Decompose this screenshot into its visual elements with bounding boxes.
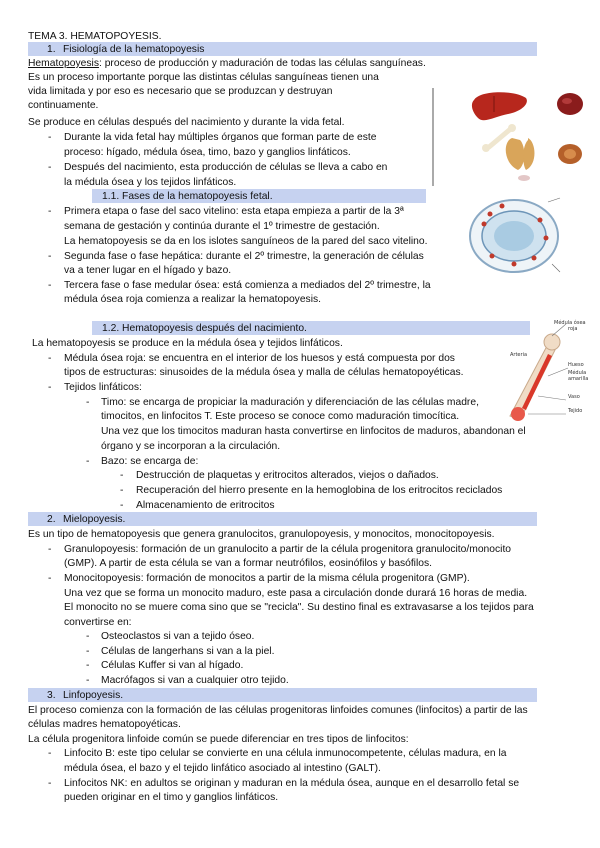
list-item: Monocitopoyesis: formación de monocitos a partir de la misma célula progenitora (GMP).: [64, 573, 470, 584]
paragraph-line: Se produce en células después del nacimiento y durante la vida fetal.: [28, 117, 345, 128]
list-item: órgano y se incorporan a la circulación.: [101, 441, 281, 452]
figure-label: Vaso: [568, 394, 580, 400]
bullet-dash: -: [48, 132, 52, 143]
page-title: TEMA 3. HEMATOPOYESIS.: [28, 31, 162, 42]
bullet-dash: -: [48, 251, 52, 262]
bullet-dash: -: [120, 485, 124, 496]
list-item: médula ósea roja comienza a realizar la hematopoyesis.: [64, 294, 321, 305]
list-item: tipos de estructuras: sinusoides de la médula ósea y malla de células hematopoyéticas.: [64, 367, 464, 378]
bullet-dash: -: [120, 500, 124, 511]
list-item: Recuperación del hierro presente en la hemoglobina de los eritrocitos reciclados: [136, 485, 503, 496]
paragraph-line: continuamente.: [28, 100, 99, 111]
list-item: Macrófagos si van a cualquier otro tejido.: [101, 675, 289, 686]
section-title: Mielopoyesis.: [63, 514, 126, 525]
bullet-dash: -: [48, 748, 52, 759]
yolk-sac-figure: [462, 194, 562, 276]
list-item: Destrucción de plaquetas y eritrocitos alterados, viejos o dañados.: [136, 470, 439, 481]
figure-label: Hueso: [568, 362, 584, 368]
section-number: 2.: [47, 514, 56, 525]
bullet-dash: -: [48, 778, 52, 789]
list-item: Una vez que se forma un monocito maduro, este pasa a circulación donde durará 16 horas de media.: [64, 588, 528, 599]
bullet-dash: -: [86, 456, 90, 467]
list-item: Almacenamiento de eritrocitos: [136, 500, 275, 511]
list-item: timocitos, en linfocitos T. Este proceso se conoce como maduración timocítica.: [101, 411, 460, 422]
list-item: la médula ósea y los tejidos linfáticos.: [64, 177, 237, 188]
list-item: Células Kuffer si van al hígado.: [101, 660, 244, 671]
bullet-dash: -: [48, 280, 52, 291]
section-title: Linfopoyesis.: [63, 690, 124, 701]
figure-label: amarilla: [568, 376, 589, 382]
list-item: Timo: se encarga de propiciar la maduración y diferenciación de las células madre,: [101, 397, 479, 408]
figure-label: Arteria: [510, 352, 528, 358]
list-item: Células de langerhans si van a la piel.: [101, 646, 275, 657]
list-item: Médula ósea roja: se encuentra en el interior de los huesos y está compuesta por dos: [64, 353, 455, 364]
list-item: Linfocito B: este tipo celular se convierte en una célula inmunocompetente, células madura, en la: [64, 748, 507, 759]
paragraph-line: La célula progenitora linfoide común se puede diferenciar en tres tipos de linfocitos:: [28, 734, 409, 745]
list-item: Granulopoyesis: formación de un granulocito a partir de la célula progenitora granulocito/monocito: [64, 544, 512, 555]
list-item: Osteoclastos si van a tejido óseo.: [101, 631, 255, 642]
section-number: 3.: [47, 690, 56, 701]
term: Hematopoyesis: [28, 58, 99, 69]
bullet-dash: -: [86, 660, 90, 671]
list-item: proceso: hígado, médula ósea, timo, bazo y ganglios linfáticos.: [64, 147, 351, 158]
list-item: El monocito no se muere coma sino que se "recicla". Su destino final es extravasarse a los tejidos para: [64, 602, 534, 613]
bullet-dash: -: [86, 631, 90, 642]
list-item: va a tener lugar en el hígado y bazo.: [64, 265, 232, 276]
list-item: Segunda fase o fase hepática: durante el 2º trimestre, la generación de células: [64, 251, 424, 262]
paragraph-line: Es un tipo de hematopoyesis que genera granulocitos, granulopoyesis, y monocitos, monocitopoyesis.: [28, 529, 495, 540]
bullet-dash: -: [120, 470, 124, 481]
list-item: Tejidos linfáticos:: [64, 382, 142, 393]
bullet-dash: -: [48, 573, 52, 584]
list-item: Durante la vida fetal hay múltiples órganos que forman parte de este: [64, 132, 377, 143]
paragraph-line: células madres hematopoyéticas.: [28, 719, 181, 730]
paragraph-line: La hematopoyesis se produce en la médula ósea y tejidos linfáticos.: [32, 338, 343, 349]
list-item: semana de gestación y continúa durante el 1º trimestre de gestación.: [64, 221, 380, 232]
paragraph-line: [28, 57, 426, 70]
subsection-title: 1.2. Hematopoyesis después del nacimiento.: [102, 323, 307, 334]
list-item: Linfocitos NK: en adultos se originan y maduran en la médula ósea, aunque en el desarrollo fetal se: [64, 778, 520, 789]
section-number: 1.: [47, 44, 56, 55]
list-item: Una vez que los timocitos maduran hasta convertirse en linfocitos de maduros, abandonan el: [101, 426, 526, 437]
paragraph-line: El proceso comienza con la formación de las células progenitoras linfoides comunes (linfocitos) a partir de las: [28, 705, 528, 716]
list-item: Primera etapa o fase del saco vitelino: esta etapa empieza a partir de la 3ª: [64, 206, 404, 217]
bullet-dash: -: [48, 544, 52, 555]
bullet-dash: -: [48, 382, 52, 393]
bullet-dash: -: [48, 162, 52, 173]
figure-label: Tejido: [568, 408, 583, 414]
bullet-dash: -: [86, 646, 90, 657]
bullet-dash: -: [86, 397, 90, 408]
bullet-dash: -: [86, 675, 90, 686]
bullet-dash: -: [48, 353, 52, 364]
bone-marrow-figure: [508, 316, 594, 422]
list-item: Tercera fase o fase medular ósea: está comienza a mediados del 2º trimestre, la: [64, 280, 431, 291]
paragraph-line: vida limitada y por eso es necesario que se produzcan y destruyan: [28, 86, 333, 97]
section-title: Fisiología de la hematopoyesis: [63, 44, 205, 55]
list-item: convertirse en:: [64, 617, 132, 628]
figure-label: Médula: [568, 370, 587, 376]
list-item: médula ósea, el bazo y el tejido linfático asociado al intestino (GALT).: [64, 763, 381, 774]
list-item: Bazo: se encarga de:: [101, 456, 199, 467]
organs-figure: [432, 86, 592, 188]
figure-label: Médula ósea: [554, 320, 586, 326]
list-item: Después del nacimiento, esta producción de células se lleva a cabo en: [64, 162, 388, 173]
definition: : proceso de producción y maduración de todas las células sanguíneas.: [98, 58, 426, 69]
subsection-title: 1.1. Fases de la hematopoyesis fetal.: [102, 191, 273, 202]
bullet-dash: -: [48, 206, 52, 217]
list-item: (GMP). A partir de esta célula se van a formar neutrófilos, eosinófilos y basófilos.: [64, 558, 432, 569]
list-item: pueden originar en el timo y ganglios linfáticos.: [64, 792, 279, 803]
figure-label: roja: [568, 326, 578, 332]
paragraph-line: Es un proceso importante porque las distintas células sanguíneas tienen una: [28, 72, 379, 83]
list-item: La hematopoyesis se da en los islotes sanguíneos de la pared del saco vitelino.: [64, 236, 428, 247]
